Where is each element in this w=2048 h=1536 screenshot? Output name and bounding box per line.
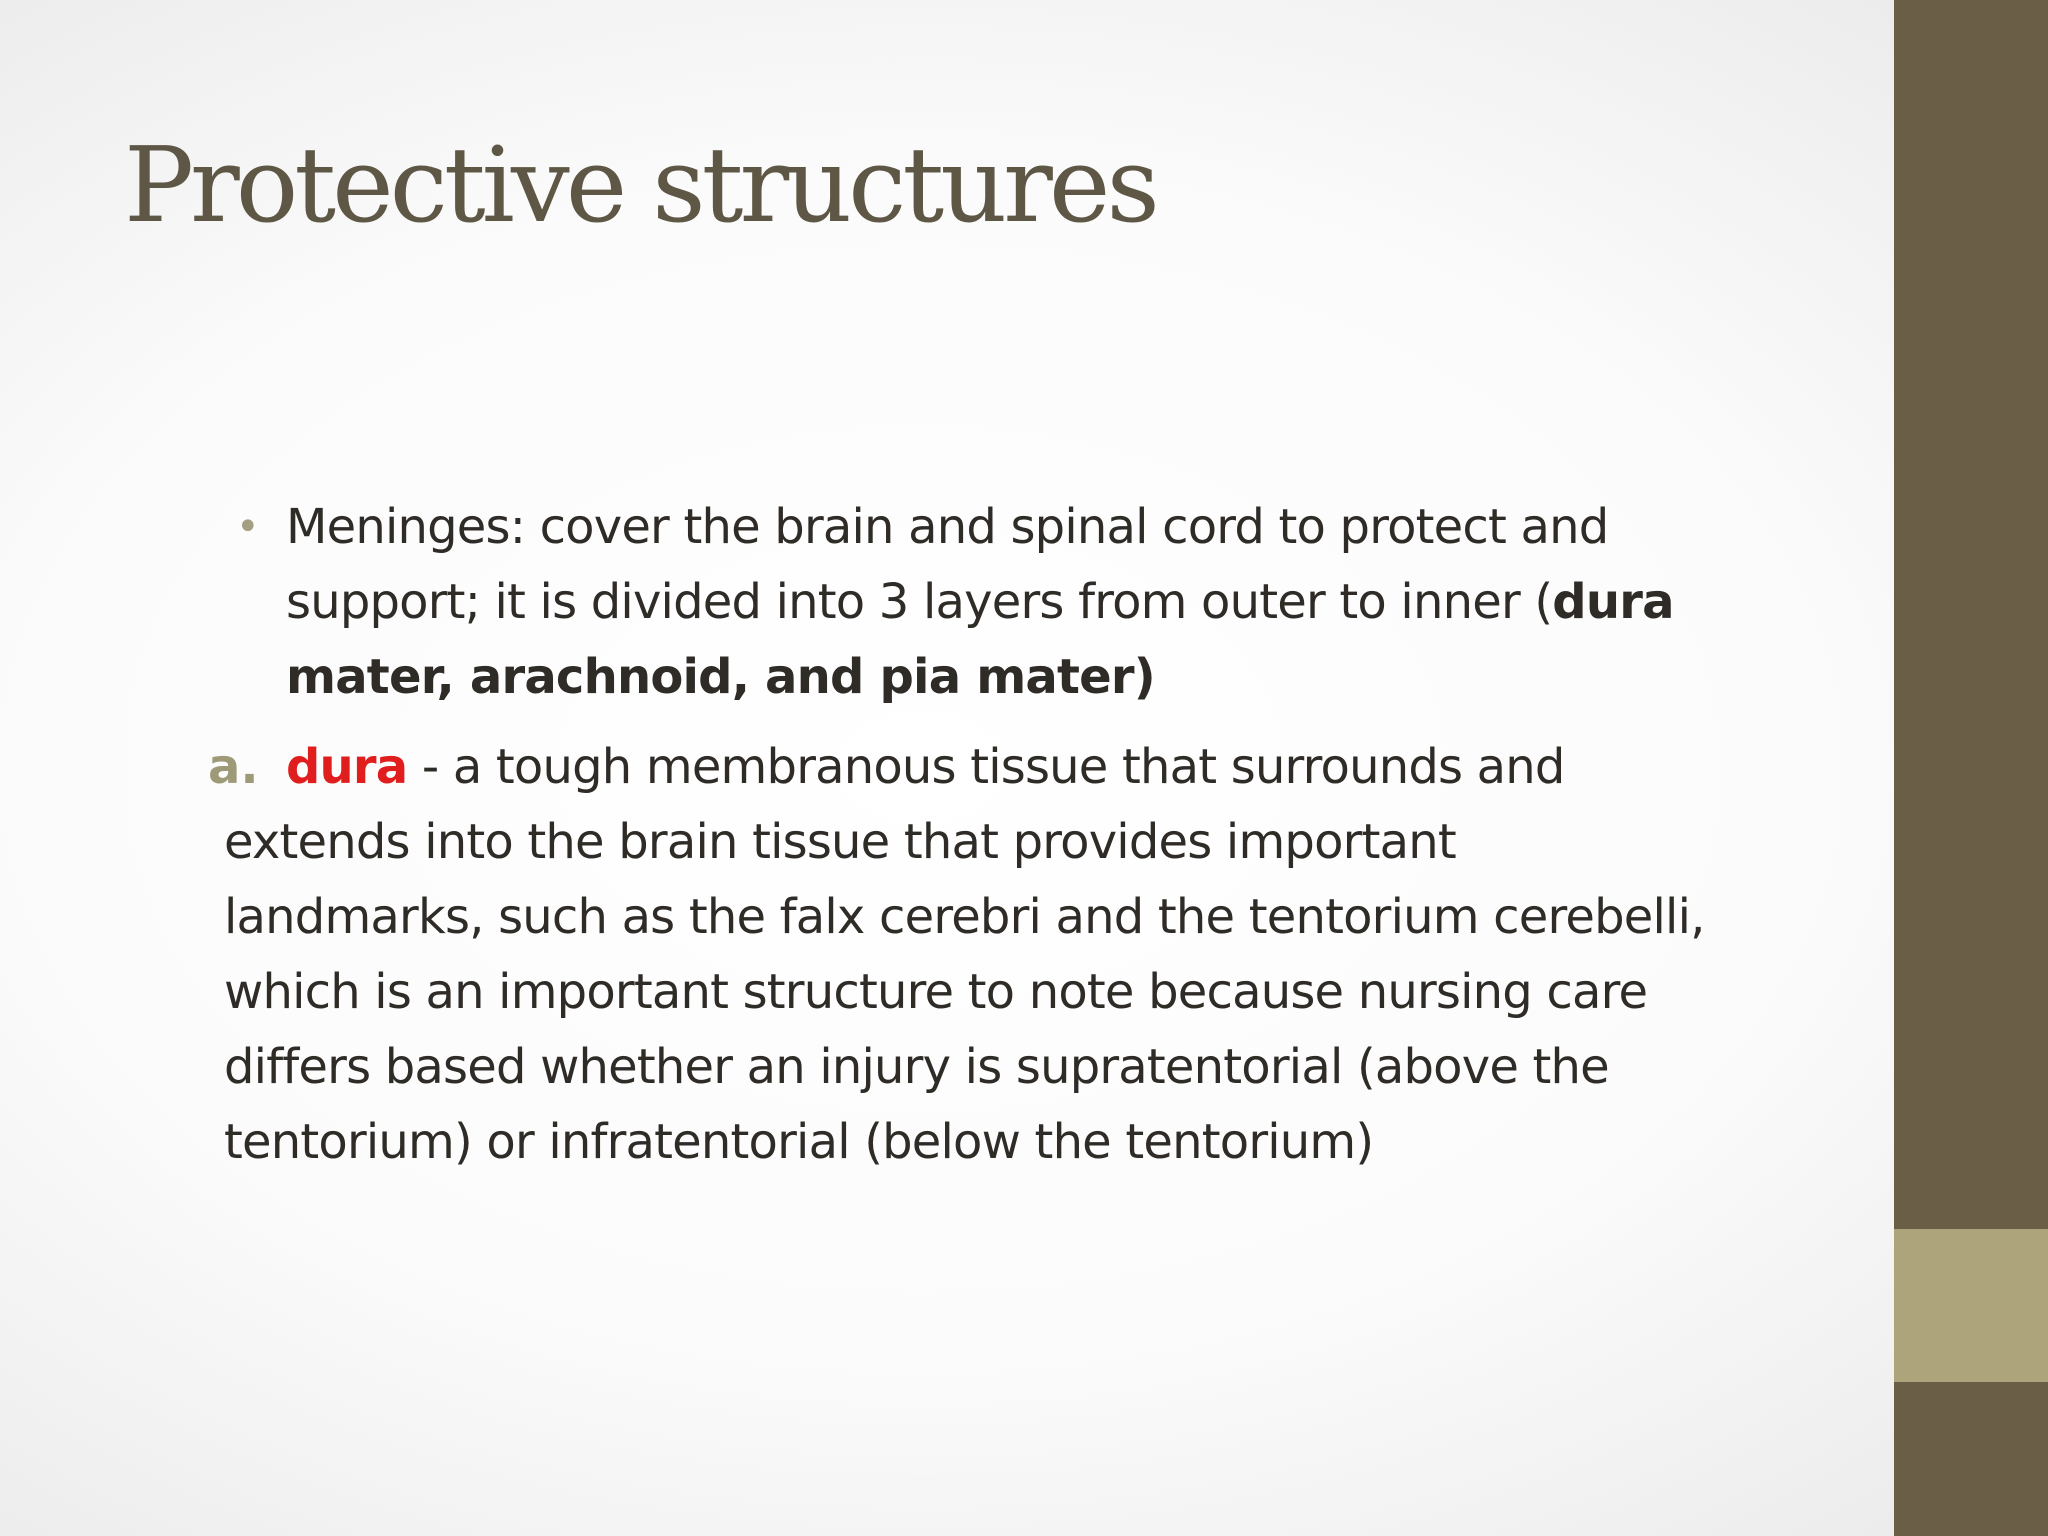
item-line-5: differs based whether an injury is supratentorial (above the [224,1039,1609,1095]
item-line-3: landmarks, such as the falx cerebri and the tentorium cerebelli, [224,889,1705,945]
bullet-dot-icon: • [236,504,260,550]
item-marker: a. [208,739,259,795]
bullet-line-1: Meninges: cover the brain and spinal cord to protect and [286,499,1609,555]
bullet-line-3: mater, arachnoid, and pia mater) [286,649,1155,705]
bullet-bold-dura: dura [1552,574,1674,630]
item-line-4: which is an important structure to note because nursing care [224,964,1648,1020]
bullet-line-2 [286,565,1674,640]
item-line-1-text: - a tough membranous tissue that surrounds and [407,739,1565,795]
item-line-2: extends into the brain tissue that provides important [224,814,1456,870]
meninges-bullet [236,490,1796,715]
slide-title: Protective structures [124,124,1156,246]
item-line-1 [208,730,1834,805]
item-term-dura: dura [286,739,408,795]
dura-item [208,730,1834,1180]
side-accent-block [1894,1229,2048,1382]
bullet-line-2-text: support; it is divided into 3 layers from outer to inner ( [286,574,1553,630]
bullet-text [286,490,1674,715]
item-line-6: tentorium) or infratentorial (below the tentorium) [224,1114,1374,1170]
